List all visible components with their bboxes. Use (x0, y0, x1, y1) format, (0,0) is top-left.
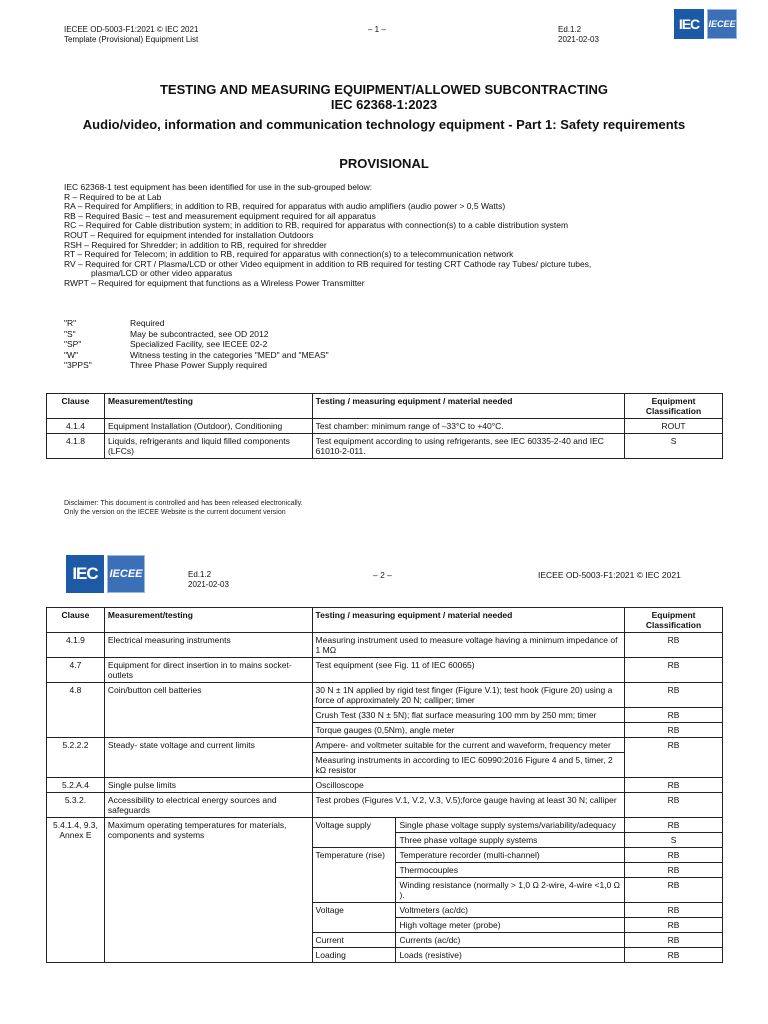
edition: Ed.1.2 (558, 25, 582, 34)
cell-classification: RB (625, 778, 723, 793)
cell-classification: RB (625, 818, 723, 833)
table-row (47, 818, 723, 833)
cell-equipment: Voltmeters (ac/dc) (396, 903, 625, 918)
subtitle: Audio/video, information and communication technology equipment - Part 1: Safety requirements (82, 117, 686, 132)
legend-row (64, 350, 329, 361)
cell-measurement: Steady- state voltage and current limits (104, 738, 312, 778)
table-row (47, 778, 723, 793)
legend (64, 318, 329, 371)
cell-classification: RB (625, 848, 723, 863)
cell-measurement: Single pulse limits (104, 778, 312, 793)
cell-classification: RB (625, 738, 723, 778)
intro-line: RSH – Required for Shredder; in addition to RB, required for shredder (64, 239, 327, 250)
table-row (47, 658, 723, 683)
col-header-clause: Clause (47, 394, 105, 419)
cell-classification: RB (625, 633, 723, 658)
standard-title: IEC 62368-1:2023 (330, 97, 438, 112)
cell-classification: RB (625, 863, 723, 878)
table-row (47, 683, 723, 708)
cell-equipment: Oscilloscope (312, 778, 625, 793)
cell-classification: ROUT (625, 419, 723, 434)
iecee-logo: IECEE (107, 555, 145, 593)
legend-desc: Three Phase Power Supply required (130, 360, 268, 370)
legend-key: "3PPS" (64, 360, 92, 370)
cell-classification: S (625, 833, 723, 848)
equipment-table-page1 (46, 393, 723, 459)
intro-line: RC – Required for Cable distribution system; in addition to RB, required for apparatus with connection(s) to a cable distribution system (64, 220, 569, 231)
cell-measurement: Coin/button cell batteries (104, 683, 312, 738)
doc-ref: IECEE OD-5003-F1:2021 © IEC 2021 (538, 570, 681, 580)
disclaimer-line: Only the version on the IECEE Website is the current document version (64, 508, 286, 516)
cell-group: Voltage (312, 903, 396, 933)
cell-equipment: Currents (ac/dc) (396, 933, 625, 948)
cell-clause: 4.1.8 (47, 434, 105, 459)
iec-logo: IEC (674, 9, 704, 39)
cell-group: Current (312, 933, 396, 948)
cell-classification: RB (625, 683, 723, 708)
cell-classification: RB (625, 658, 723, 683)
table-header-row (47, 394, 723, 419)
cell-classification: RB (625, 708, 723, 723)
legend-desc: Required (130, 318, 165, 328)
col-header-measurement: Measurement/testing (104, 608, 312, 633)
legend-desc: Witness testing in the categories "MED" and "MEAS" (130, 349, 329, 360)
legend-row (64, 339, 329, 350)
cell-clause: 5.2.A.4 (47, 778, 105, 793)
cell-equipment (312, 738, 625, 778)
intro-line: RWPT – Required for equipment that functions as a Wireless Power Transmitter (64, 277, 365, 288)
cell-equipment: Loads (resistive) (396, 948, 625, 963)
col-header-equipment: Testing / measuring equipment / material needed (312, 394, 624, 419)
cell-measurement: Equipment for direct insertion in to mains socket-outlets (104, 658, 312, 683)
table-row (47, 738, 723, 778)
intro-line: IEC 62368-1 test equipment has been identified for use in the sub-grouped below: (64, 182, 373, 192)
page1-header-left (64, 25, 198, 45)
edition: Ed.1.2 (188, 570, 212, 579)
col-header-classification: Equipment Classification (625, 394, 723, 419)
legend-row (64, 329, 329, 340)
intro-line: ROUT – Required for equipment intended for installation Outdoors (64, 229, 314, 240)
legend-desc: May be subcontracted, see OD 2012 (130, 328, 269, 339)
date: 2021-02-03 (558, 35, 599, 44)
disclaimer (64, 500, 303, 517)
table-row (47, 633, 723, 658)
cell-classification: RB (625, 903, 723, 918)
cell-group: Loading (312, 948, 396, 963)
intro-line: RT – Required for Telecom; in addition to RB, required for apparatus with connection(s) to a telecommunication network (64, 249, 514, 260)
cell-equipment: Crush Test (330 N ± 5N); flat surface measuring 100 mm by 250 mm; timer (312, 708, 625, 723)
intro-line: R – Required to be at Lab (64, 191, 162, 202)
cell-group: Voltage supply (312, 818, 396, 848)
iecee-logo: IECEE (707, 9, 737, 39)
cell-equipment: Three phase voltage supply systems (396, 833, 625, 848)
cell-equipment: 30 N ± 1N applied by rigid test finger (Figure V.1); test hook (Figure 20) using a force of approximately 20 N; calliper; timer (312, 683, 625, 708)
legend-row (64, 318, 329, 329)
page2-header-left (188, 570, 229, 590)
cell-classification: S (625, 434, 723, 459)
cell-clause: 4.1.9 (47, 633, 105, 658)
main-title: TESTING AND MEASURING EQUIPMENT/ALLOWED SUBCONTRACTING (159, 82, 608, 97)
date: 2021-02-03 (188, 580, 229, 589)
col-header-equipment: Testing / measuring equipment / material needed (312, 608, 625, 633)
cell-equipment: Single phase voltage supply systems/variability/adequacy (396, 818, 625, 833)
cell-clause: 4.8 (47, 683, 105, 738)
intro-line: RB – Required Basic – test and measurement equipment required for all apparatus (64, 210, 376, 221)
cell-measurement: Equipment Installation (Outdoor), Conditioning (104, 419, 312, 434)
page1-header-right (558, 25, 599, 45)
page-number: – 2 – (373, 570, 392, 580)
cell-classification: RB (625, 918, 723, 933)
cell-measurement: Maximum operating temperatures for materials, components and systems (104, 818, 312, 963)
cell-equipment: High voltage meter (probe) (396, 918, 625, 933)
cell-equipment: Test probes (Figures V.1, V.2, V.3, V.5);force gauge having at least 30 N; calliper (312, 793, 625, 818)
intro-line: RA – Required for Amplifiers; in addition to RB, required for apparatus with audio amplifiers (audio power > 0,5 Watts) (64, 201, 506, 212)
doc-ref: IECEE OD-5003-F1:2021 © IEC 2021 (64, 25, 199, 34)
cell-equipment: Winding resistance (normally > 1,0 Ω 2-wire, 4-wire <1,0 Ω ). (396, 878, 625, 903)
cell-equipment: Test chamber: minimum range of –33°C to +40°C. (312, 419, 624, 434)
cell-measurement: Liquids, refrigerants and liquid filled components (LFCs) (104, 434, 312, 459)
legend-key: "W" (64, 349, 79, 360)
col-header-measurement: Measurement/testing (104, 394, 312, 419)
cell-clause: 4.7 (47, 658, 105, 683)
iec-logo: IEC (66, 555, 104, 593)
legend-desc: Specialized Facility, see IECEE 02-2 (130, 339, 268, 349)
cell-equipment: Measuring instrument used to measure voltage having a minimum impedance of 1 MΩ (312, 633, 625, 658)
doc-title: Template (Provisional) Equipment List (64, 35, 199, 44)
intro-line: RV – Required for CRT / Plasma/LCD or other Video equipment in addition to RB required for testing CRT Cathode ray Tubes/ picture tubes, (64, 258, 592, 269)
cell-equipment: Test equipment (see Fig. 11 of IEC 60065) (312, 658, 625, 683)
table-header-row (47, 608, 723, 633)
cell-clause: 5.3.2. (47, 793, 105, 818)
col-header-classification: Equipment Classification (625, 608, 723, 633)
cell-equipment: Thermocouples (396, 863, 625, 878)
provisional-label: PROVISIONAL (339, 156, 429, 171)
cell-equipment: Temperature recorder (multi-channel) (396, 848, 625, 863)
cell-classification: RB (625, 933, 723, 948)
disclaimer-line: Disclaimer: This document is controlled and has been released electronically. (64, 500, 303, 507)
page-number: – 1 – (368, 25, 386, 34)
legend-key: "R" (64, 318, 77, 328)
cell-clause: 5.2.2.2 (47, 738, 105, 778)
cell-clause: 5.4.1.4, 9.3, Annex E (47, 818, 105, 963)
col-header-clause: Clause (47, 608, 105, 633)
intro-line: plasma/LCD or other video apparatus (91, 268, 233, 279)
legend-key: "S" (64, 328, 76, 339)
cell-classification: RB (625, 948, 723, 963)
cell-equipment: Test equipment according to using refrigerants, see IEC 60335-2-40 and IEC 61010-2-011. (312, 434, 624, 459)
cell-clause: 4.1.4 (47, 419, 105, 434)
table-row (47, 793, 723, 818)
equipment-table-page2 (46, 607, 723, 963)
equipment-line: Measuring instruments in according to IEC 60990:2016 Figure 4 and 5, timer, 2 kΩ resistor (313, 752, 625, 775)
intro-block (64, 183, 714, 289)
cell-classification: RB (625, 723, 723, 738)
iec-iecee-logo-page2 (66, 555, 145, 593)
cell-measurement: Accessibility to electrical energy sources and safeguards (104, 793, 312, 818)
legend-row (64, 360, 329, 371)
iec-iecee-logo (674, 9, 737, 39)
cell-group: Temperature (rise) (312, 848, 396, 903)
cell-measurement: Electrical measuring instruments (104, 633, 312, 658)
cell-classification: RB (625, 878, 723, 903)
cell-classification: RB (625, 793, 723, 818)
table-row (47, 434, 723, 459)
cell-equipment: Torque gauges (0,5Nm), angle meter (312, 723, 625, 738)
equipment-line: Ampere- and voltmeter suitable for the current and waveform, frequency meter (315, 740, 611, 750)
table-row (47, 419, 723, 434)
legend-key: "SP" (64, 339, 82, 349)
